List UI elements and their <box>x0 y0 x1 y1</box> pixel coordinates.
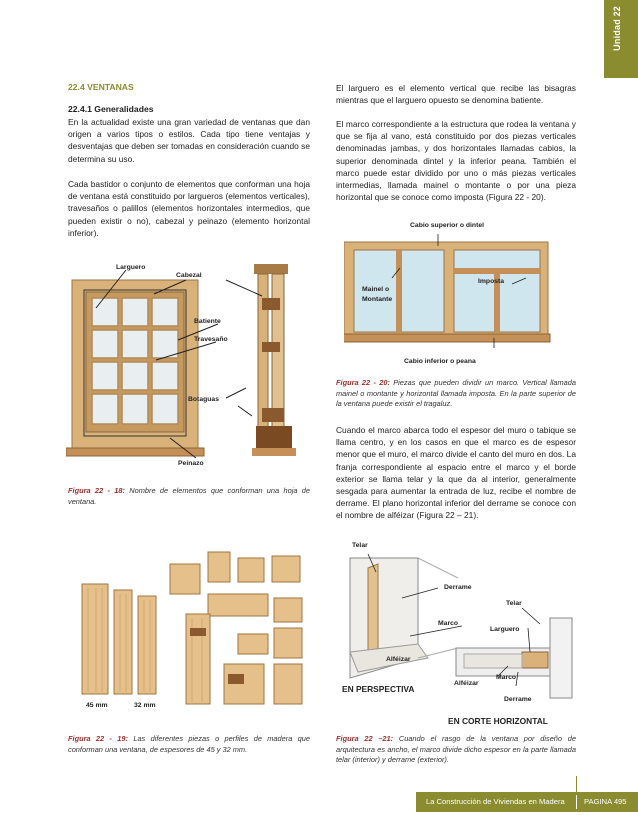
section-title: 22.4 VENTANAS <box>68 82 134 92</box>
label-cabio-inferior: Cabio inferior o peana <box>404 358 476 365</box>
caption-number: Figura 22 - 20: <box>336 378 390 387</box>
unit-tab-label: Unidad 22 <box>612 6 622 51</box>
label-telar-perspectiva: Telar <box>352 542 368 549</box>
label-batiente: Batiente <box>194 318 221 325</box>
caption-text: Piezas que pueden dividir un marco. Vertical llamada mainel o montante y horizontal llamada imposta. En la parte superior de la ventana puede existir el tragaluz. <box>336 378 576 409</box>
label-cabezal: Cabezal <box>176 272 202 279</box>
caption-text: Nombre de elementos que conforman una hoja de ventana. <box>68 486 310 506</box>
left-paragraph-1: En la actualidad existe una gran variedad de ventanas que dan origen a varios tipos o estilos. Cada tipo tiene ventajas y desventajas que deben ser tomadas en consideración cuando se determina su uso. <box>68 117 310 164</box>
figure-22-19-caption <box>68 734 310 755</box>
caption-text: Cuando el rasgo de la ventana por diseño de arquitectura es ancho, el marco divide dicho espesor en la parte llamada telar (interior) y derrame (exterior). <box>336 734 576 765</box>
label-cabio-superior: Cabio superior o dintel <box>410 222 485 229</box>
label-travesano: Travesaño <box>194 336 228 343</box>
label-derrame-perspectiva: Derrame <box>444 584 472 591</box>
footer-rule <box>576 776 577 792</box>
footer-bar <box>416 792 638 812</box>
figure-22-18-caption <box>68 486 310 507</box>
right-paragraph-2: El marco correspondiente a la estructura que rodea la ventana y que se fija al vano, está constituido por dos piezas verticales denominadas jambas, y dos horizontales llamadas cabios, la superior denominada dintel y la inferior peana. También el marco puede estar dividido por uno o más piezas verticales intermedias, llamada mainel o montante o por una pieza horizontal que se conoce como imposta (Figura 22 - 20). <box>336 119 576 203</box>
label-alfeizar-corte: Alféizar <box>454 680 479 687</box>
label-45mm: 45 mm <box>86 702 108 709</box>
caption-text: Las diferentes piezas o perfiles de madera que conforman una ventana, de espesores de 45 y 32 mm. <box>68 734 311 754</box>
unit-tab <box>604 0 638 78</box>
subsection-title: 22.4.1 Generalidades <box>68 104 154 114</box>
label-marco-perspectiva: Marco <box>438 620 459 627</box>
footer-title: La Construcción de Viviendas en Madera <box>426 797 565 806</box>
label-imposta: Imposta <box>478 278 505 285</box>
label-larguero-corte: Larguero <box>490 626 520 633</box>
label-derrame-corte: Derrame <box>504 696 532 703</box>
figure-22-19-wood-profiles <box>78 544 310 716</box>
label-marco-corte: Marco <box>496 674 517 681</box>
caption-number: Figura 22 –21: <box>336 734 394 743</box>
label-en-perspectiva: EN PERSPECTIVA <box>342 684 415 694</box>
label-telar-corte: Telar <box>506 600 522 607</box>
label-en-corte-horizontal: EN CORTE HORIZONTAL <box>448 716 548 726</box>
label-mainel: Mainel o <box>362 286 390 293</box>
label-botaguas: Botaguas <box>188 396 219 403</box>
label-montante: Montante <box>362 296 393 303</box>
label-peinazo: Peinazo <box>178 460 204 467</box>
page-number: PAGINA 495 <box>584 797 627 806</box>
caption-number: Figura 22 - 19: <box>68 734 128 743</box>
caption-number: Figura 22 - 18: <box>68 486 125 495</box>
label-32mm: 32 mm <box>134 702 156 709</box>
figure-22-21-caption <box>336 734 576 766</box>
figure-22-20-frame-divisions <box>344 228 564 358</box>
right-paragraph-3: Cuando el marco abarca todo el espesor del muro o tabique se llama centro, y en los casos en que el marco es de espesor menor que el muro, el marco divide el canto del muro en dos. La franja correspondiente al espacio entre el marco y el borde exterior se llama telar y la que da al interior, generalmente sesgada para aumentar la entrada de luz, recibe el nombre de derrame. El plano horizontal inferior del derrame se conoce con el nombre de alféizar (Figura 22 – 21). <box>336 425 576 521</box>
right-paragraph-1: El larguero es el elemento vertical que recibe las bisagras mientras que el larguero opuesto se denomina batiente. <box>336 83 576 106</box>
figure-22-21-telar-derrame <box>338 548 578 728</box>
label-alfeizar-perspectiva: Alféizar <box>386 656 411 663</box>
figure-22-20-caption <box>336 378 576 410</box>
footer-separator <box>576 795 577 809</box>
figure-22-18-window-sash <box>66 258 312 470</box>
label-larguero: Larguero <box>116 264 146 271</box>
left-paragraph-2: Cada bastidor o conjunto de elementos que conforman una hoja de ventana está constituido por largueros (elementos verticales), travesaños o palillos (elementos horizontales intermedios, que pueden existir o no), cabezal y peinazo (elemento horizontal inferior). <box>68 179 310 238</box>
